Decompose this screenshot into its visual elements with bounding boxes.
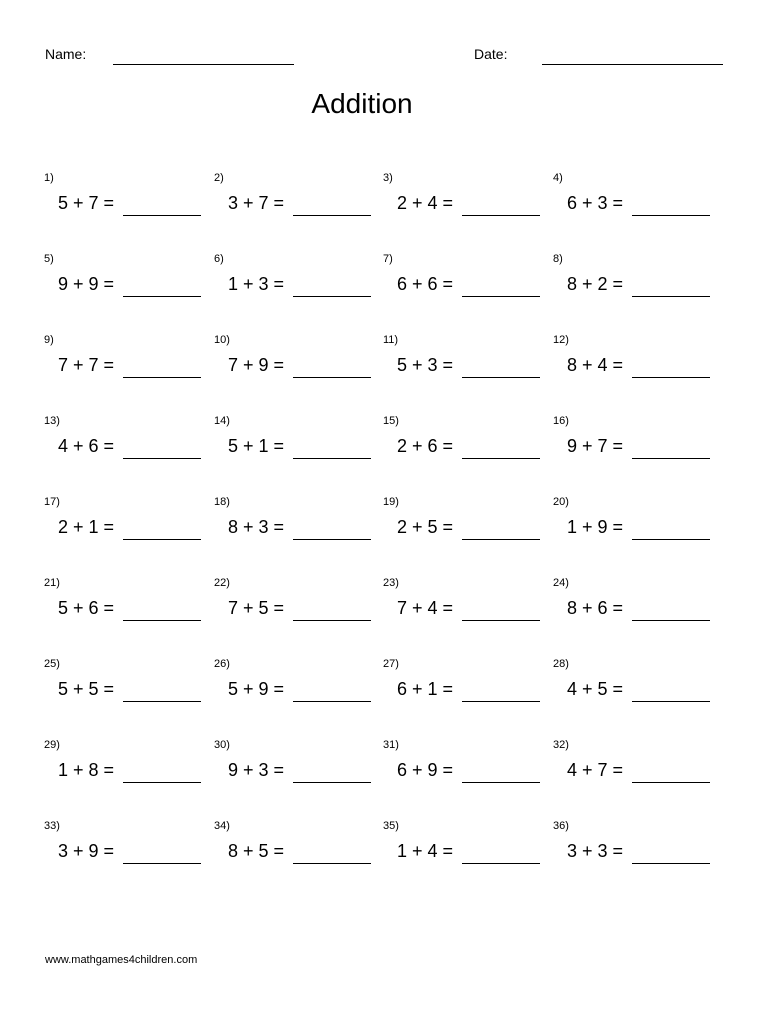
problem-number: 35) <box>383 820 399 832</box>
problem-number: 19) <box>383 496 399 508</box>
problem-item <box>44 739 214 799</box>
problem-expression: 1 + 8 = <box>58 760 115 780</box>
problem-expression: 2 + 4 = <box>397 193 454 213</box>
problem-item <box>383 334 553 394</box>
problem-number: 29) <box>44 739 60 751</box>
problem-expression: 9 + 9 = <box>58 274 115 294</box>
problem-number: 12) <box>553 334 569 346</box>
problem-item <box>383 496 553 556</box>
worksheet-title: Addition <box>311 88 413 119</box>
answer-blank[interactable] <box>462 620 540 621</box>
answer-blank[interactable] <box>632 296 710 297</box>
problem-number: 6) <box>214 253 224 265</box>
problem-number: 15) <box>383 415 399 427</box>
problem-number: 18) <box>214 496 230 508</box>
problem-number: 20) <box>553 496 569 508</box>
problem-expression: 6 + 1 = <box>397 679 454 699</box>
problem-number: 22) <box>214 577 230 589</box>
problem-item <box>553 172 723 232</box>
answer-blank[interactable] <box>632 215 710 216</box>
problem-item <box>44 415 214 475</box>
problem-expression: 3 + 3 = <box>567 841 624 861</box>
answer-blank[interactable] <box>123 377 201 378</box>
problem-expression: 2 + 6 = <box>397 436 454 456</box>
problem-number: 10) <box>214 334 230 346</box>
problem-expression: 5 + 5 = <box>58 679 115 699</box>
problem-number: 1) <box>44 172 54 184</box>
problem-number: 21) <box>44 577 60 589</box>
problem-expression: 6 + 6 = <box>397 274 454 294</box>
problem-expression: 1 + 4 = <box>397 841 454 861</box>
problem-number: 9) <box>44 334 54 346</box>
answer-blank[interactable] <box>123 296 201 297</box>
problem-number: 36) <box>553 820 569 832</box>
answer-blank[interactable] <box>632 539 710 540</box>
problem-expression: 5 + 3 = <box>397 355 454 375</box>
problem-expression: 8 + 4 = <box>567 355 624 375</box>
problem-expression: 8 + 6 = <box>567 598 624 618</box>
problem-expression: 1 + 3 = <box>228 274 285 294</box>
problem-item <box>553 820 723 880</box>
problem-item <box>214 253 384 313</box>
problem-item <box>383 820 553 880</box>
problem-item <box>44 334 214 394</box>
footer-url: www.mathgames4children.com <box>45 954 198 966</box>
answer-blank[interactable] <box>123 701 201 702</box>
problem-expression: 5 + 6 = <box>58 598 115 618</box>
problem-number: 26) <box>214 658 230 670</box>
problem-expression: 8 + 2 = <box>567 274 624 294</box>
problem-item <box>553 658 723 718</box>
answer-blank[interactable] <box>123 458 201 459</box>
problem-expression: 1 + 9 = <box>567 517 624 537</box>
problem-item <box>383 658 553 718</box>
problem-number: 33) <box>44 820 60 832</box>
problem-item <box>214 577 384 637</box>
problem-item <box>553 739 723 799</box>
problem-item <box>44 496 214 556</box>
problem-item <box>44 577 214 637</box>
problem-number: 17) <box>44 496 60 508</box>
problem-item <box>44 658 214 718</box>
answer-blank[interactable] <box>632 701 710 702</box>
answer-blank[interactable] <box>293 458 371 459</box>
problem-item <box>214 496 384 556</box>
problem-item <box>214 820 384 880</box>
problem-number: 3) <box>383 172 393 184</box>
problem-expression: 7 + 9 = <box>228 355 285 375</box>
problem-item <box>383 172 553 232</box>
problem-expression: 2 + 5 = <box>397 517 454 537</box>
answer-blank[interactable] <box>462 539 540 540</box>
answer-blank[interactable] <box>123 863 201 864</box>
problem-number: 7) <box>383 253 393 265</box>
problem-expression: 3 + 9 = <box>58 841 115 861</box>
answer-blank[interactable] <box>123 620 201 621</box>
problem-number: 25) <box>44 658 60 670</box>
answer-blank[interactable] <box>293 782 371 783</box>
answer-blank[interactable] <box>632 863 710 864</box>
answer-blank[interactable] <box>293 215 371 216</box>
problem-item <box>214 415 384 475</box>
date-label: Date: <box>474 46 508 62</box>
problem-expression: 7 + 7 = <box>58 355 115 375</box>
problem-expression: 5 + 7 = <box>58 193 115 213</box>
answer-blank[interactable] <box>462 377 540 378</box>
problem-item <box>44 172 214 232</box>
problem-expression: 5 + 9 = <box>228 679 285 699</box>
problem-item <box>553 496 723 556</box>
problem-expression: 6 + 3 = <box>567 193 624 213</box>
problem-item <box>214 172 384 232</box>
problem-expression: 5 + 1 = <box>228 436 285 456</box>
answer-blank[interactable] <box>462 782 540 783</box>
problem-number: 34) <box>214 820 230 832</box>
problem-number: 32) <box>553 739 569 751</box>
problem-item <box>383 415 553 475</box>
problem-item <box>214 658 384 718</box>
answer-blank[interactable] <box>123 782 201 783</box>
problem-expression: 9 + 3 = <box>228 760 285 780</box>
problem-number: 28) <box>553 658 569 670</box>
problem-item <box>44 820 214 880</box>
problem-number: 31) <box>383 739 399 751</box>
answer-blank[interactable] <box>293 377 371 378</box>
answer-blank[interactable] <box>293 296 371 297</box>
problem-expression: 3 + 7 = <box>228 193 285 213</box>
problem-number: 8) <box>553 253 563 265</box>
answer-blank[interactable] <box>632 782 710 783</box>
answer-blank[interactable] <box>293 539 371 540</box>
answer-blank[interactable] <box>462 701 540 702</box>
answer-blank[interactable] <box>293 701 371 702</box>
problem-expression: 7 + 4 = <box>397 598 454 618</box>
problem-number: 24) <box>553 577 569 589</box>
problem-item <box>553 253 723 313</box>
problem-item <box>214 739 384 799</box>
name-label: Name: <box>45 46 87 62</box>
answer-blank[interactable] <box>462 296 540 297</box>
problem-expression: 8 + 3 = <box>228 517 285 537</box>
answer-blank[interactable] <box>123 215 201 216</box>
problem-number: 11) <box>383 334 399 346</box>
problem-expression: 8 + 5 = <box>228 841 285 861</box>
answer-blank[interactable] <box>293 620 371 621</box>
answer-blank[interactable] <box>632 620 710 621</box>
problem-number: 27) <box>383 658 399 670</box>
problem-item <box>553 415 723 475</box>
problem-number: 16) <box>553 415 569 427</box>
problem-number: 30) <box>214 739 230 751</box>
problem-number: 4) <box>553 172 563 184</box>
problem-expression: 9 + 7 = <box>567 436 624 456</box>
problem-expression: 7 + 5 = <box>228 598 285 618</box>
problem-expression: 2 + 1 = <box>58 517 115 537</box>
answer-blank[interactable] <box>293 863 371 864</box>
problem-item <box>383 577 553 637</box>
problem-item <box>214 334 384 394</box>
problem-expression: 4 + 7 = <box>567 760 624 780</box>
problem-number: 13) <box>44 415 60 427</box>
answer-blank[interactable] <box>632 377 710 378</box>
answer-blank[interactable] <box>462 215 540 216</box>
problem-expression: 6 + 9 = <box>397 760 454 780</box>
problem-number: 23) <box>383 577 399 589</box>
problem-item <box>383 739 553 799</box>
answer-blank[interactable] <box>123 539 201 540</box>
problem-item <box>44 253 214 313</box>
problem-number: 5) <box>44 253 54 265</box>
answer-blank[interactable] <box>632 458 710 459</box>
problem-expression: 4 + 5 = <box>567 679 624 699</box>
problem-item <box>553 577 723 637</box>
problem-item <box>553 334 723 394</box>
answer-blank[interactable] <box>462 863 540 864</box>
problem-number: 14) <box>214 415 230 427</box>
problem-expression: 4 + 6 = <box>58 436 115 456</box>
problem-item <box>383 253 553 313</box>
answer-blank[interactable] <box>462 458 540 459</box>
problem-number: 2) <box>214 172 224 184</box>
